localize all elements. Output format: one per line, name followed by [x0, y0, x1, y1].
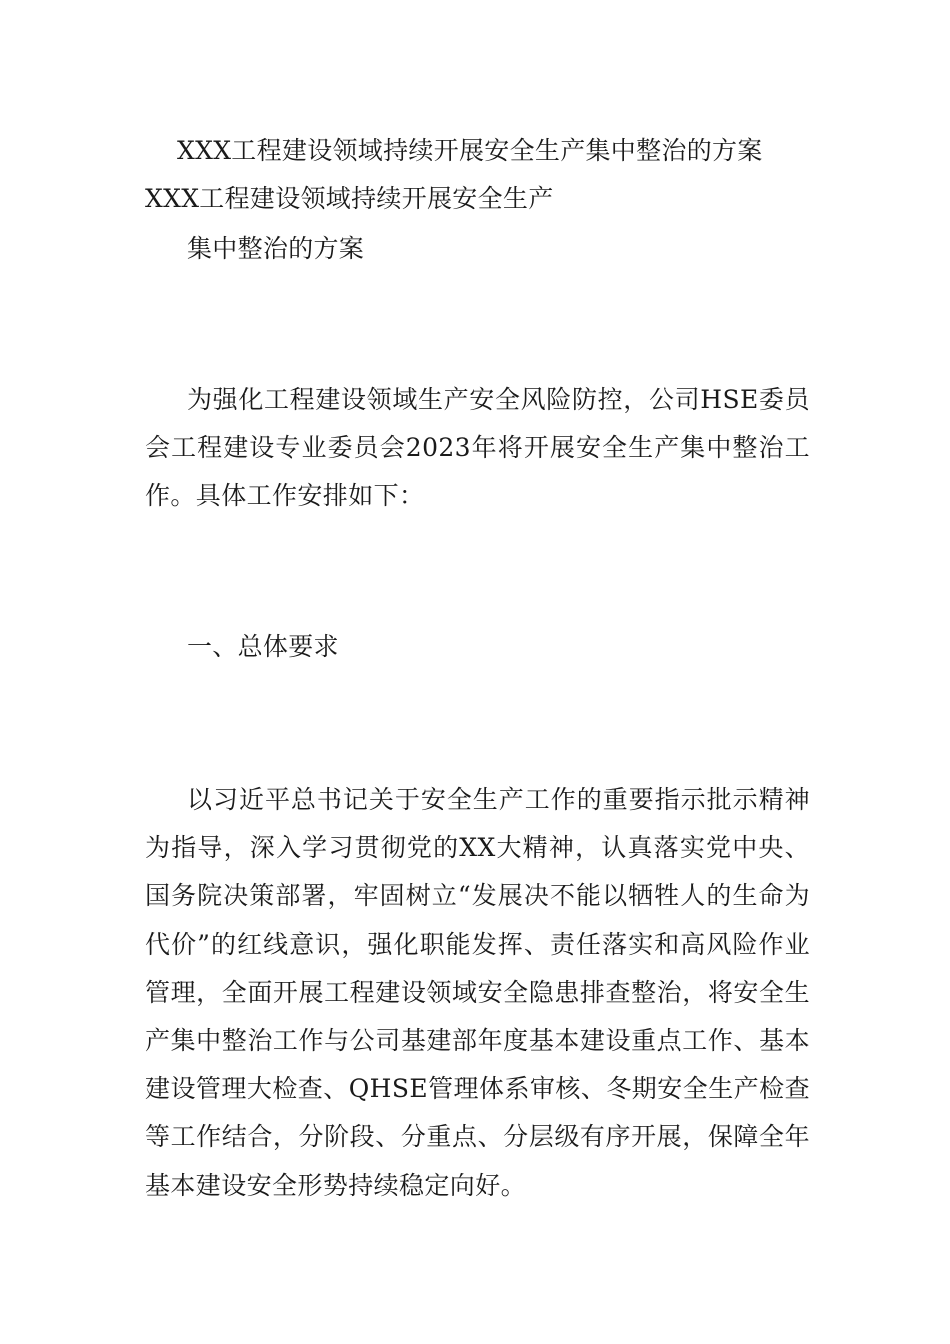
body-paragraph: 以习近平总书记关于安全生产工作的重要指示批示精神为指导，深入学习贯彻党的XX大精神，认真落实党中央、国务院决策部署，牢固树立“发展决不能以牺牲人的生命为代价”的红线意识，强化职能发挥、责任落实和高风险作业管理，全面开展工程建设领域安全隐患排查整治，将安全生产集中整治工作与公司基建部年度基本建设重点工作、基本建设管理大检查、QHSE管理体系审核、冬期安全生产检查等工作结合，分阶段、分重点、分层级有序开展，保障全年基本建设安全形势持续稳定向好。 — [145, 785, 810, 1200]
document-subtitle-line-2: 集中整治的方案 — [187, 234, 365, 263]
document-subtitle-line-1: XXX工程建设领域持续开展安全生产 — [145, 184, 554, 213]
intro-paragraph: 为强化工程建设领域生产安全风险防控，公司HSE委员会工程建设专业委员会2023年将开展安全生产集中整治工作。具体工作安排如下： — [145, 385, 810, 511]
section-heading: 一、总体要求 — [187, 632, 339, 661]
document-title: XXX工程建设领域持续开展安全生产集中整治的方案 — [177, 136, 763, 165]
